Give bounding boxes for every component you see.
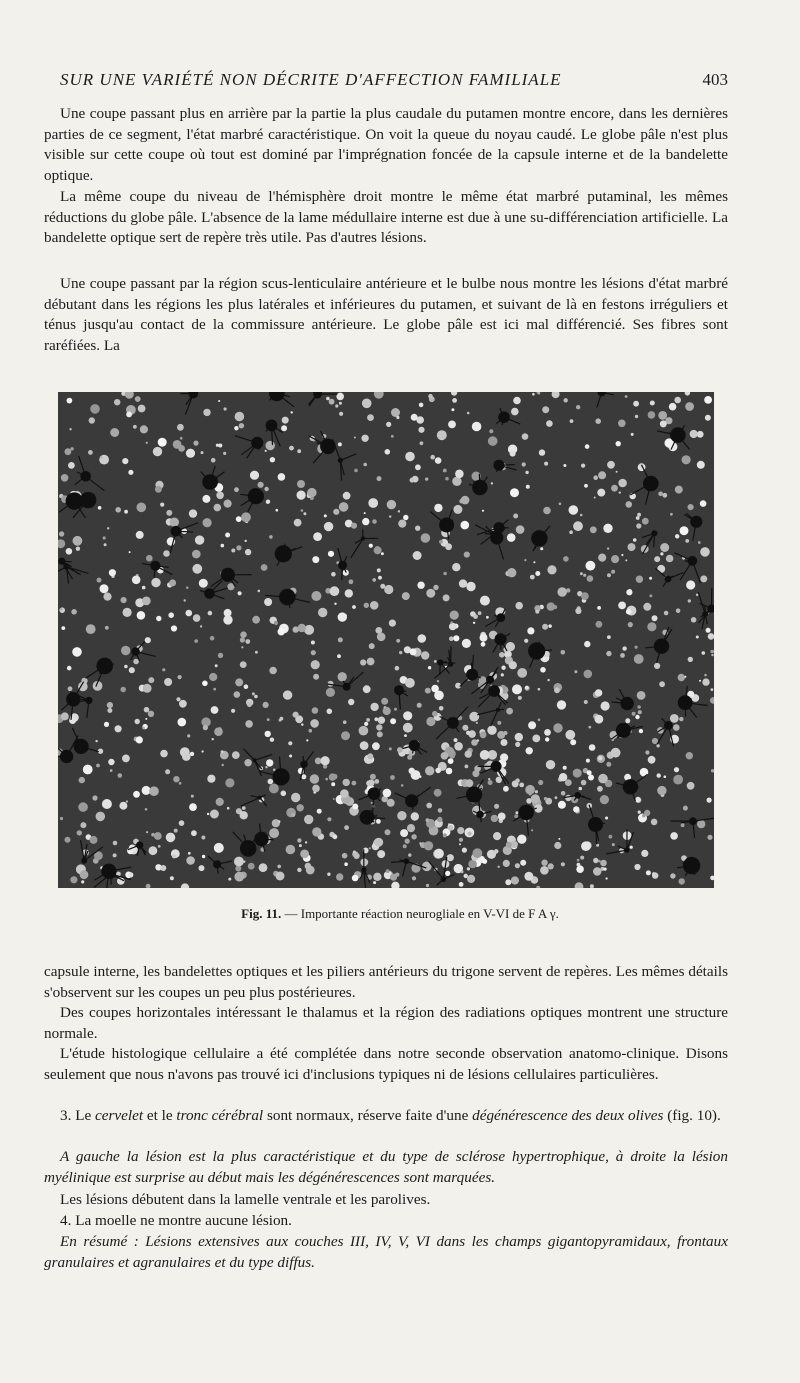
paragraph-text: Une coupe passant plus en arrière par la partie la plus caudale du putamen montre encore, dans les dernières parties de ce segment, l'état marbré caractéristique. On voit la queue du noyau caudé. Le globe pâle n'est plus visible sur cette coupe où tout est dominé par l'imprégnation foncée de la capsule interne et de la bandelette optique. <box>44 105 728 184</box>
paragraph-resume <box>44 1232 728 1273</box>
figure-caption <box>0 906 800 922</box>
paragraph-text: capsule interne, les bandelettes optiques et les piliers antérieurs du trigone servent de repères. Les mêmes détails s'observent sur les coupes un peu plus postérieures. <box>44 963 728 1001</box>
resume-text: : Lésions extensives aux couches III, IV, V, VI dans les champs gigantopyramidaux, frontaux granulaires et agranulaires et du type diffus. <box>44 1233 728 1271</box>
micrograph-image <box>58 392 714 888</box>
p3-tronc: tronc cérébral <box>176 1107 264 1124</box>
paragraph-text: La même coupe du niveau de l'hémisphère droit montre le même état marbré putaminal, les mêmes réductions du globe pâle. L'absence de la lame médullaire interne est due à une su-différenciation artificielle. La bandelette optique sert de repère très utile. Pas d'autres lésions. <box>44 188 728 246</box>
paragraph <box>44 1003 728 1044</box>
paragraph <box>44 1190 728 1211</box>
running-title: SUR UNE VARIÉTÉ NON DÉCRITE D'AFFECTION FAMILIALE <box>60 70 562 89</box>
paragraph <box>44 104 728 186</box>
paragraph <box>44 1044 728 1085</box>
figure-label: Fig. 11. <box>241 906 282 921</box>
paragraph-text: Une coupe passant par la région scus-lenticulaire antérieure et le bulbe nous montre les lésions d'état marbré débutant dans les régions les plus latérales et inférieures du putamen, et suivant de là en festons irréguliers et ténus jusqu'au contact de la commissure antérieure. Le globe pâle est ici mal différencié. Ses fibres sont raréfiées. La <box>44 275 728 354</box>
p3-lead: 3. Le <box>60 1107 96 1124</box>
paragraph <box>44 1211 728 1232</box>
running-head <box>60 70 728 96</box>
paragraph-cervelet <box>44 1106 728 1127</box>
p3-and: et le <box>143 1107 177 1124</box>
paragraph <box>44 187 728 249</box>
p3-tail: (fig. 10). <box>663 1107 721 1124</box>
p3-mid: sont normaux, réserve faite d'une <box>263 1107 473 1124</box>
paragraph-text: L'étude histologique cellulaire a été complétée dans notre seconde observation anatomo-clinique. Disons seulement que nous n'avons pas trouvé ici d'inclusions typiques ni de lésions cellulaires particulières. <box>44 1045 728 1083</box>
paragraph-text: Des coupes horizontales intéressant le thalamus et la région des radiations optiques montrent une structure normale. <box>44 1004 728 1042</box>
resume-lead: En résumé <box>60 1233 128 1250</box>
paragraph-text: A gauche la lésion est la plus caractéristique et du type de sclérose hypertrophique, à droite la lésion myélinique est surprise au début mais les dégénérescences sont marquées. <box>44 1148 728 1186</box>
p3-degen: dégénérescence des deux olives <box>472 1107 664 1124</box>
paragraph <box>44 962 728 1003</box>
micrograph-figure <box>58 392 714 888</box>
paragraph-text: 4. La moelle ne montre aucune lésion. <box>60 1212 292 1229</box>
paragraph-italic <box>44 1147 728 1188</box>
page-number: 403 <box>702 70 728 89</box>
figure-caption-text: — Importante réaction neurogliale en V-VI de F A γ. <box>284 906 559 921</box>
p3-cervelet: cervelet <box>95 1107 144 1124</box>
paragraph-text: Les lésions débutent dans la lamelle ventrale et les parolives. <box>60 1191 431 1208</box>
paragraph <box>44 274 728 356</box>
